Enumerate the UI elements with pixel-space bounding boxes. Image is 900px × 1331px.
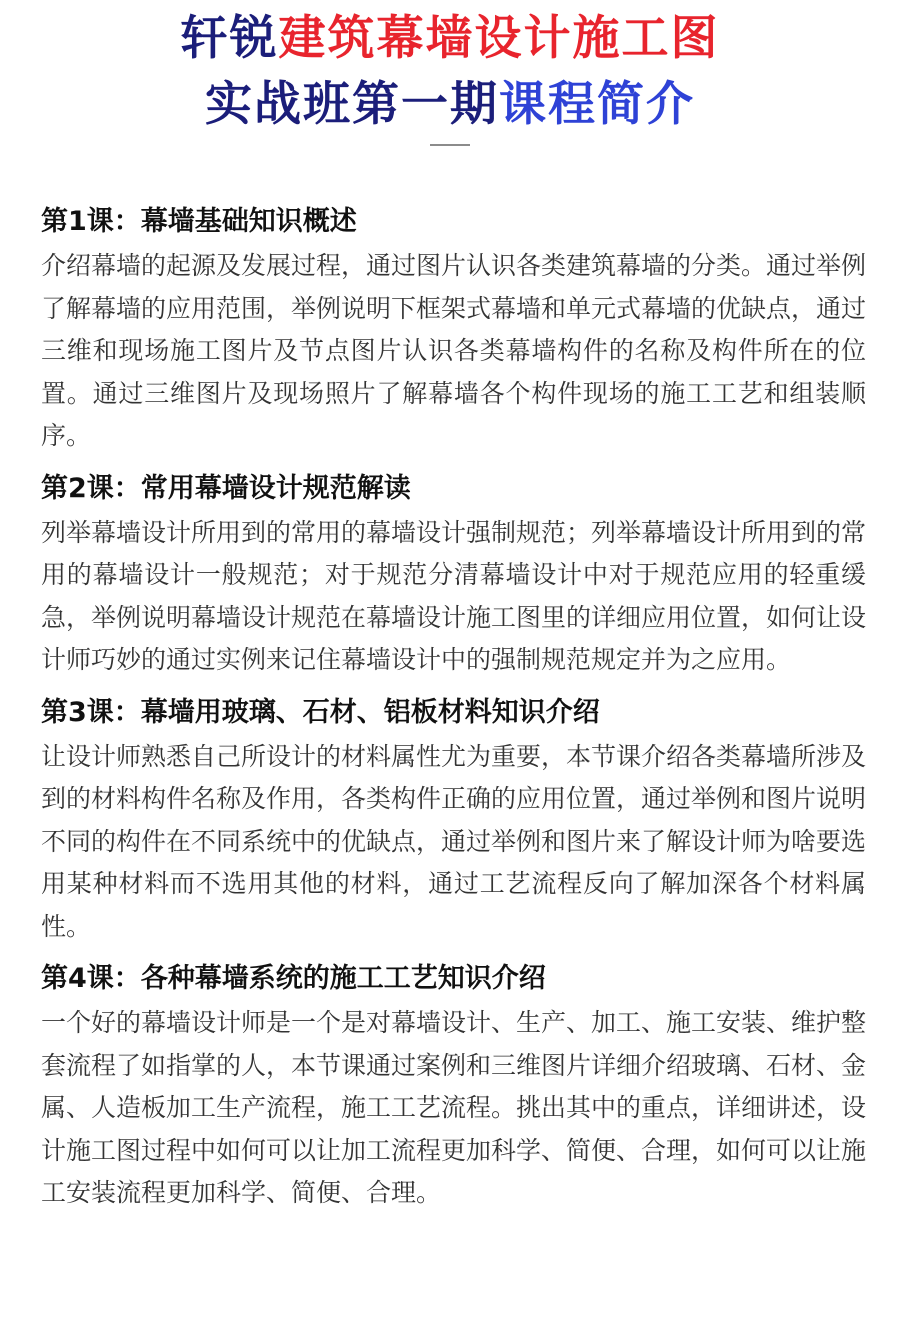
lesson-title: 第4课：各种幕墙系统的施工工艺知识介绍 xyxy=(41,963,546,994)
title-divider xyxy=(430,144,470,146)
lesson-description: 让设计师熟悉自己所设计的材料属性尤为重要，本节课介绍各类幕墙所涉及到的材料构件名称及作用，各类构件正确的应用位置，通过举例和图片说明不同的构件在不同系统中的优缺点，通过举例和图片来了解设计师为啥要选用某种材料而不选用其他的材料，通过工艺流程反向了解加深各个材料属性。 xyxy=(41,741,867,941)
title-subject: 课程简介 xyxy=(499,77,695,132)
title-brand: 轩锐 xyxy=(180,11,279,66)
lesson-title: 第3课：幕墙用玻璃、石材、铝板材料知识介绍 xyxy=(41,696,600,728)
lesson-list xyxy=(41,199,866,1215)
lesson-2 xyxy=(41,466,866,682)
lesson-title: 第2课：常用幕墙设计规范解读 xyxy=(41,472,411,504)
title-class-name: 实战班第一期 xyxy=(205,77,499,132)
lesson-description: 一个好的幕墙设计师是一个是对幕墙设计、生产、加工、施工安装、维护整套流程了如指掌的人，本节课通过案例和三维图片详细介绍玻璃、石材、金属、人造板加工生产流程，施工工艺流程。挑出其中的重点，详细讲述，设计施工图过程中如何可以让加工流程更加科学、简便、合理，如何可以让施工安装流程更加科学、简便、合理。 xyxy=(41,1008,867,1207)
lesson-title: 第1课：幕墙基础知识概述 xyxy=(41,206,357,237)
lesson-description: 列举幕墙设计所用到的常用的幕墙设计强制规范；列举幕墙设计所用到的常用的幕墙设计一般规范；对于规范分清幕墙设计中对于规范应用的轻重缓急，举例说明幕墙设计规范在幕墙设计施工图里的详细应用位置，如何让设计师巧妙的通过实例来记住幕墙设计中的强制规范规定并为之应用。 xyxy=(41,517,867,674)
page-title-line-1 xyxy=(0,6,900,72)
lesson-4 xyxy=(41,956,866,1215)
lesson-3 xyxy=(41,690,866,949)
lesson-description: 介绍幕墙的起源及发展过程，通过图片认识各类建筑幕墙的分类。通过举例了解幕墙的应用范围，举例说明下框架式幕墙和单元式幕墙的优缺点，通过三维和现场施工图片及节点图片认识各类幕墙构件的名称及构件所在的位置。通过三维图片及现场照片了解幕墙各个构件现场的施工工艺和组装顺序。 xyxy=(41,251,867,450)
title-highlight: 建筑幕墙设计施工图 xyxy=(278,11,720,66)
page-title-line-2 xyxy=(0,72,900,138)
lesson-1 xyxy=(41,199,866,458)
page-header xyxy=(0,0,900,146)
